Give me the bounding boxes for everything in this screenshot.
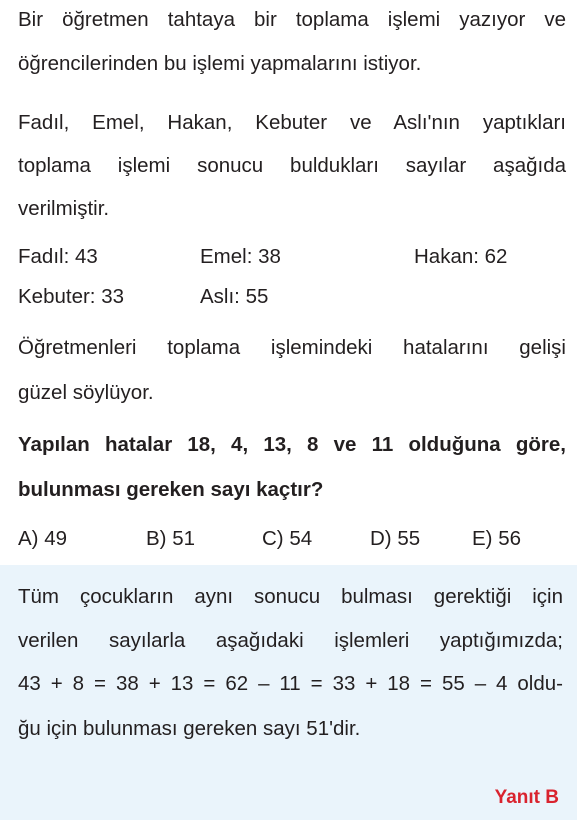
solution-line-4: ğu için bulunması gereken sayı 51'dir. bbox=[18, 717, 361, 740]
result-kebuter: Kebuter: 33 bbox=[18, 285, 124, 308]
results-intro-line-3: verilmiştir. bbox=[18, 197, 110, 220]
result-fadil: Fadıl: 43 bbox=[18, 245, 98, 268]
solution-box bbox=[0, 565, 577, 820]
teacher-line-1: Öğretmenleri toplama işlemindeki hatalarını gelişi bbox=[18, 336, 566, 359]
results-intro-line-1: Fadıl, Emel, Hakan, Kebuter ve Aslı'nın yaptıkları bbox=[18, 111, 566, 134]
option-a[interactable]: A) 49 bbox=[18, 527, 67, 550]
solution-equation-line: 43 + 8 = 38 + 13 = 62 – 11 = 33 + 18 = 55 – 4 oldu- bbox=[18, 672, 563, 695]
option-c[interactable]: C) 54 bbox=[262, 527, 313, 550]
option-b[interactable]: B) 51 bbox=[146, 527, 195, 550]
question-prompt-line-1: Yapılan hatalar 18, 4, 13, 8 ve 11 olduğuna göre, bbox=[18, 433, 566, 456]
question-prompt-line-2: bulunması gereken sayı kaçtır? bbox=[18, 478, 324, 501]
results-intro-line-2: toplama işlemi sonucu buldukları sayılar aşağıda bbox=[18, 154, 566, 177]
intro-line-2: öğrencilerinden bu işlemi yapmalarını istiyor. bbox=[18, 52, 422, 75]
answer-label: Yanıt B bbox=[494, 787, 559, 808]
teacher-line-2: güzel söylüyor. bbox=[18, 381, 154, 404]
solution-line-1: Tüm çocukların aynı sonucu bulması gerektiği için bbox=[18, 585, 563, 608]
option-e[interactable]: E) 56 bbox=[472, 527, 521, 550]
intro-line-1: Bir öğretmen tahtaya bir toplama işlemi yazıyor ve bbox=[18, 8, 566, 31]
solution-line-2: verilen sayılarla aşağıdaki işlemleri yaptığımızda; bbox=[18, 629, 563, 652]
option-d[interactable]: D) 55 bbox=[370, 527, 421, 550]
result-asli: Aslı: 55 bbox=[200, 285, 269, 308]
result-emel: Emel: 38 bbox=[200, 245, 281, 268]
result-hakan: Hakan: 62 bbox=[414, 245, 508, 268]
